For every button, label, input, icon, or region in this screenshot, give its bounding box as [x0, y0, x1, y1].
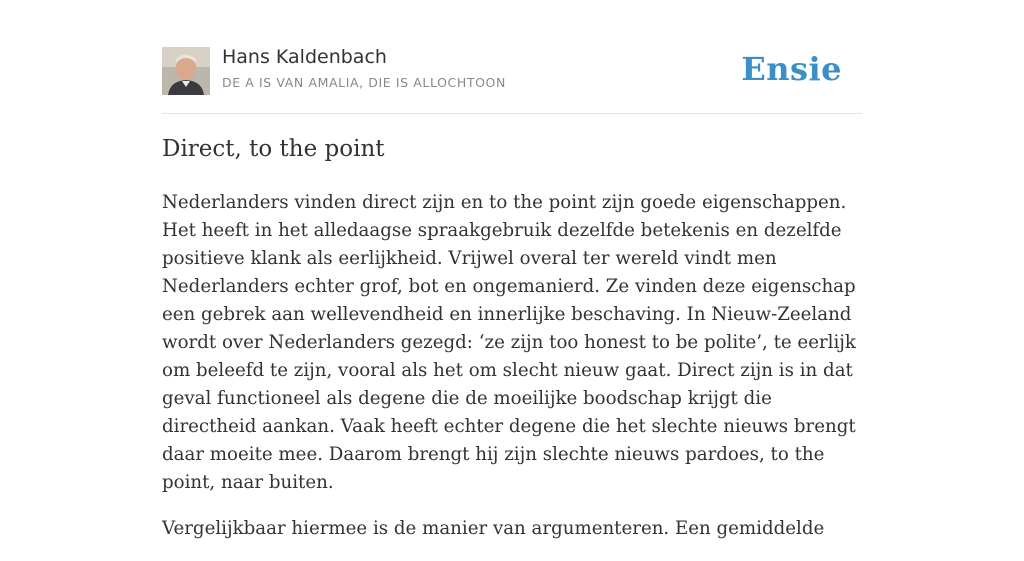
article-paragraph: Vergelijkbaar hiermee is de manier van argumenteren. Een gemiddelde	[162, 518, 825, 539]
author-name[interactable]: Hans Kaldenbach	[222, 46, 387, 68]
article-title: Direct, to the point	[162, 136, 385, 162]
article-paragraph: Nederlanders vinden direct zijn en to the point zijn goede eigenschappen. Het heeft in het alledaagse spraakgebruik dezelfde betekenis en dezelfde positieve klank als eerlijkheid. Vrijwel overal ter wereld vindt men Nederlanders echter grof, bot en ongemanierd. Ze vinden deze eigenschap een gebrek aan wellevendheid en innerlijke beschaving. In Nieuw-Zeeland wordt over Nederlanders gezegd: ‘ze zijn too honest to be polite’, te eerlijk om beleefd te zijn, vooral als het om slecht nieuw gaat. Direct zijn is in dat geval functioneel als degene die de moeilijke boodschap krijgt die directheid aankan. Vaak heeft echter degene die het slechte nieuws brengt daar moeite mee. Daarom brengt hij zijn slechte nieuws pardoes, to the point, naar buiten.	[162, 192, 856, 493]
article-body	[162, 189, 862, 561]
header-divider	[162, 113, 862, 114]
ensie-logo[interactable]: Ensie	[741, 50, 842, 88]
author-avatar[interactable]	[162, 47, 210, 95]
author-subtitle: DE A IS VAN AMALIA, DIE IS ALLOCHTOON	[222, 75, 506, 90]
avatar-portrait-icon	[162, 47, 210, 95]
author-header	[162, 46, 862, 96]
